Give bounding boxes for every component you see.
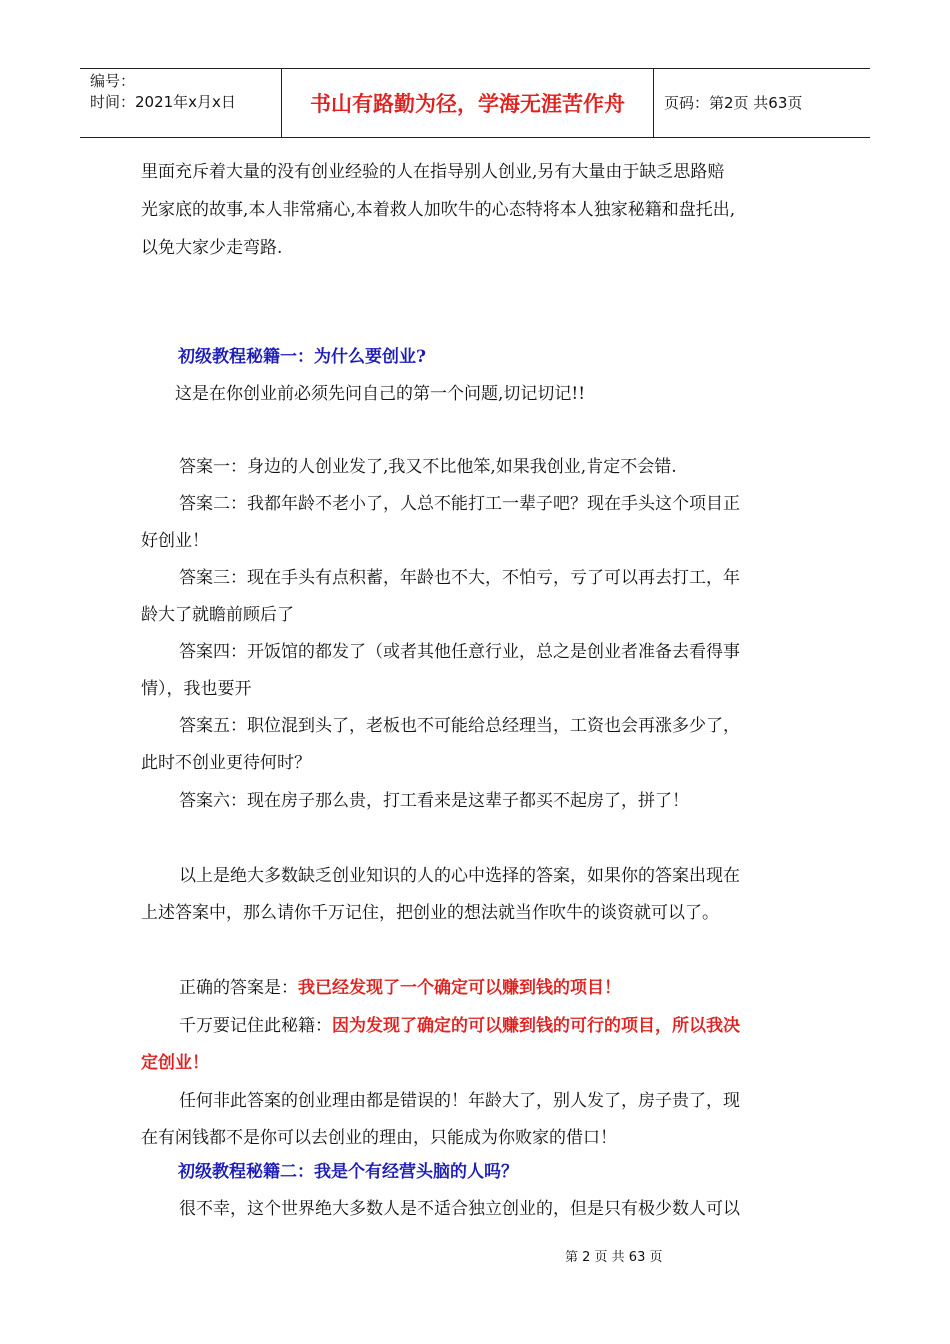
- answer-line: 答案六：现在房子那么贵，打工看来是这辈子都买不起房了，拼了！: [179, 791, 689, 811]
- header-page-info: 页码：第2页 共63页: [664, 94, 803, 112]
- secret2-title: 初级教程秘籍二：我是个有经营头脑的人吗？: [178, 1162, 518, 1182]
- correct-answer: 我已经发现了一个确定可以赚到钱的项目！: [298, 978, 621, 998]
- answer-line: 好创业！: [141, 531, 209, 551]
- page-footer: 第 2 页 共 63 页: [565, 1250, 663, 1265]
- answer-line: 答案四：开饭馆的都发了（或者其他任意行业，总之是创业者准备去看得事: [179, 642, 740, 662]
- secret1-title: 初级教程秘籍一：为什么要创业?: [178, 347, 426, 367]
- remember-prefix: 千万要记住此秘籍：: [179, 1016, 332, 1036]
- answer-line: 答案五：职位混到头了，老板也不可能给总经理当，工资也会再涨多少了，: [179, 716, 740, 736]
- answer-line: 答案三：现在手头有点积蓄，年龄也不大，不怕亏，亏了可以再去打工，年: [179, 568, 740, 588]
- answer-line: 此时不创业更待何时？: [141, 753, 311, 773]
- answer-line: 龄大了就瞻前顾后了: [141, 605, 294, 625]
- answer-line: 情），我也要开: [141, 679, 252, 699]
- wrong-reasons-line: 在有闲钱都不是你可以去创业的理由，只能成为你败家的借口！: [141, 1128, 617, 1148]
- header-motto: 书山有路勤为径，学海无涯苦作舟: [281, 69, 654, 137]
- secret2-text: 很不幸，这个世界绝大多数人是不适合独立创业的，但是只有极少数人可以: [179, 1199, 740, 1219]
- summary-line: 以上是绝大多数缺乏创业知识的人的心中选择的答案，如果你的答案出现在: [179, 866, 740, 886]
- correct-answer-line: [179, 976, 621, 1000]
- secret1-note: 这是在你创业前必须先问自己的第一个问题,切记切记!!: [175, 384, 586, 404]
- wrong-reasons-line: 任何非此答案的创业理由都是错误的！年龄大了，别人发了，房子贵了，现: [179, 1091, 740, 1111]
- time-label: 时间：2021年x月x日: [90, 93, 236, 111]
- remember-red-continuation: 定创业！: [141, 1053, 209, 1073]
- intro-line: 以免大家少走弯路.: [141, 238, 283, 258]
- answer-line: 答案一：身边的人创业发了,我又不比他笨,如果我创业,肯定不会错.: [179, 457, 677, 477]
- answer-line: 答案二：我都年龄不老小了，人总不能打工一辈子吧？现在手头这个项目正: [179, 494, 740, 514]
- intro-line: 光家底的故事,本人非常痛心,本着救人加吹牛的心态特将本人独家秘籍和盘托出,: [141, 200, 736, 220]
- summary-line: 上述答案中，那么请你千万记住，把创业的想法就当作吹牛的谈资就可以了。: [141, 903, 719, 923]
- remember-red-text: 因为发现了确定的可以赚到钱的可行的项目，所以我决: [332, 1016, 740, 1036]
- document-body: [141, 0, 821, 1240]
- correct-prefix: 正确的答案是：: [179, 978, 298, 998]
- intro-line: 里面充斥着大量的没有创业经验的人在指导别人创业,另有大量由于缺乏思路赔: [141, 162, 725, 182]
- number-label: 编号：: [90, 72, 136, 90]
- remember-line: [179, 1014, 740, 1038]
